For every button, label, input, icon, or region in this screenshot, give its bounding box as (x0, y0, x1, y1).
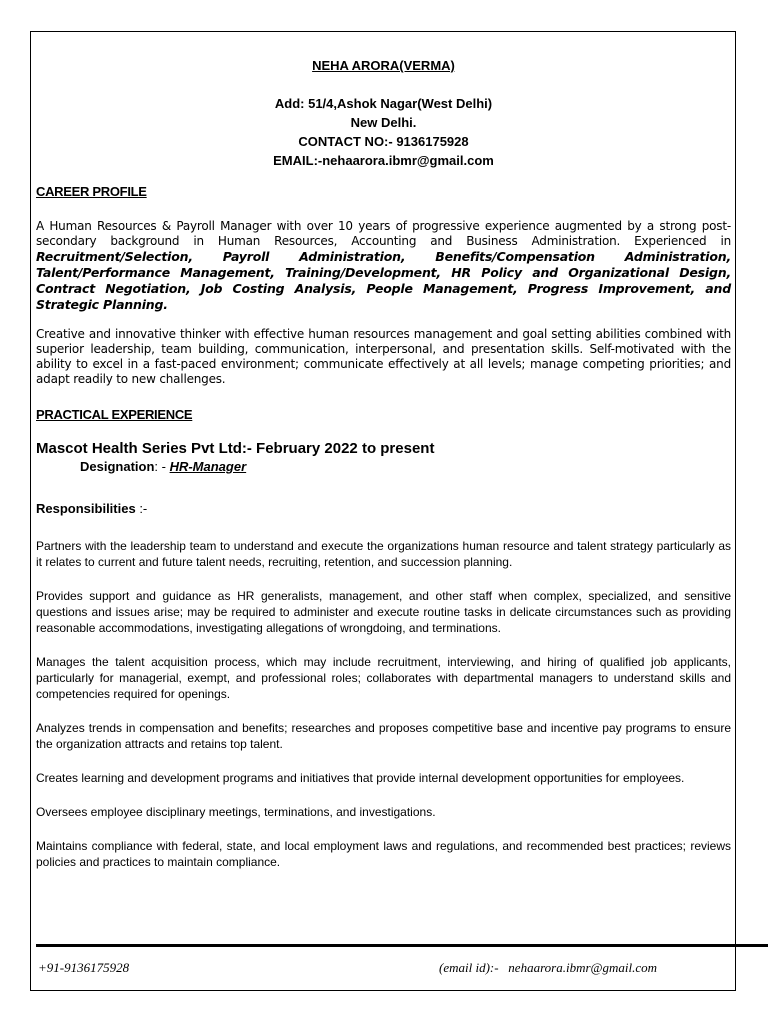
address-line-1: Add: 51/4,Ashok Nagar(West Delhi) (274, 96, 493, 111)
career-profile-heading: CAREER PROFILE (36, 184, 147, 199)
career-profile-paragraph-2: Creative and innovative thinker with effective human resources management and goal setting abilities combined with superior leadership, team building, communication, interpersonal, and presentation skills. Self-motivated with the ability to excel in a fast-paced environment; communicate effectively at all levels; manage competing priorities; and adapt readily to new challenges. (36, 327, 731, 386)
responsibility-item: Maintains compliance with federal, state, and local employment laws and regulations, and recommended best practices; reviews policies and practices to maintain compliance. (36, 839, 731, 869)
practical-experience-heading: PRACTICAL EXPERIENCE (36, 407, 193, 422)
footer-divider (36, 944, 768, 947)
profile-intro-text: A Human Resources & Payroll Manager with over 10 years of progressive experience augmented by a strong post-secondary background in Human Resources, Accounting and Business Administration. Experienced in (36, 219, 731, 248)
email-address: EMAIL:-nehaarora.ibmr@gmail.com (273, 153, 494, 168)
company-name: Mascot Health Series Pvt Ltd:- February 2022 to present (36, 440, 435, 457)
designation-separator: : - (154, 459, 170, 474)
responsibility-item: Partners with the leadership team to understand and execute the organizations human resource and talent strategy particularly as it relates to current and future talent needs, recruiting, retention, and succession planning. (36, 539, 731, 569)
profile-skills-text: Recruitment/Selection, Payroll Administration, Benefits/Compensation Administration, Talent/Performance Management, Training/Development, HR Policy and Organizational Design, Contract Negotiation, Job Costing Analysis, People Management, Progress Improvement, and Strategic Planning (36, 249, 731, 312)
responsibilities-label: Responsibilities (36, 501, 136, 516)
responsibility-item: Manages the talent acquisition process, which may include recruitment, interviewing, and hiring of qualified job applicants, particularly for managerial, exempt, and professional roles; collaborates with departmental managers to understand skills and competencies required for openings. (36, 655, 731, 701)
responsibilities-heading (36, 501, 731, 516)
designation-line (36, 459, 731, 474)
profile-skills-end: . (163, 297, 168, 312)
responsibility-item: Oversees employee disciplinary meetings, terminations, and investigations. (36, 805, 436, 819)
resume-content (36, 56, 731, 870)
responsibility-list (36, 538, 731, 870)
footer-phone: +91-9136175928 (38, 960, 130, 975)
responsibility-item: Creates learning and development programs and initiatives that provide internal development opportunities for employees. (36, 771, 685, 785)
designation-value: HR-Manager (169, 459, 247, 474)
designation-label: Designation (80, 459, 155, 474)
responsibilities-separator: :- (135, 501, 148, 516)
address-line-2: New Delhi. (350, 115, 417, 130)
responsibility-item: Analyzes trends in compensation and benefits; researches and proposes competitive base and incentive pay programs to ensure the organization attracts and retains top talent. (36, 721, 731, 751)
career-profile-paragraph-1 (36, 219, 731, 313)
responsibility-item: Provides support and guidance as HR generalists, management, and other staff when complex, specialized, and sensitive questions and issues arise; may be required to administer and execute routine tasks in delicate circumstances such as providing reasonable accommodations, investigating allegations of wrongdoing, and terminations. (36, 589, 731, 635)
candidate-name: NEHA ARORA(VERMA) (312, 58, 455, 73)
contact-number: CONTACT NO:- 9136175928 (298, 134, 469, 149)
footer-email: (email id):- nehaarora.ibmr@gmail.com (439, 960, 658, 975)
